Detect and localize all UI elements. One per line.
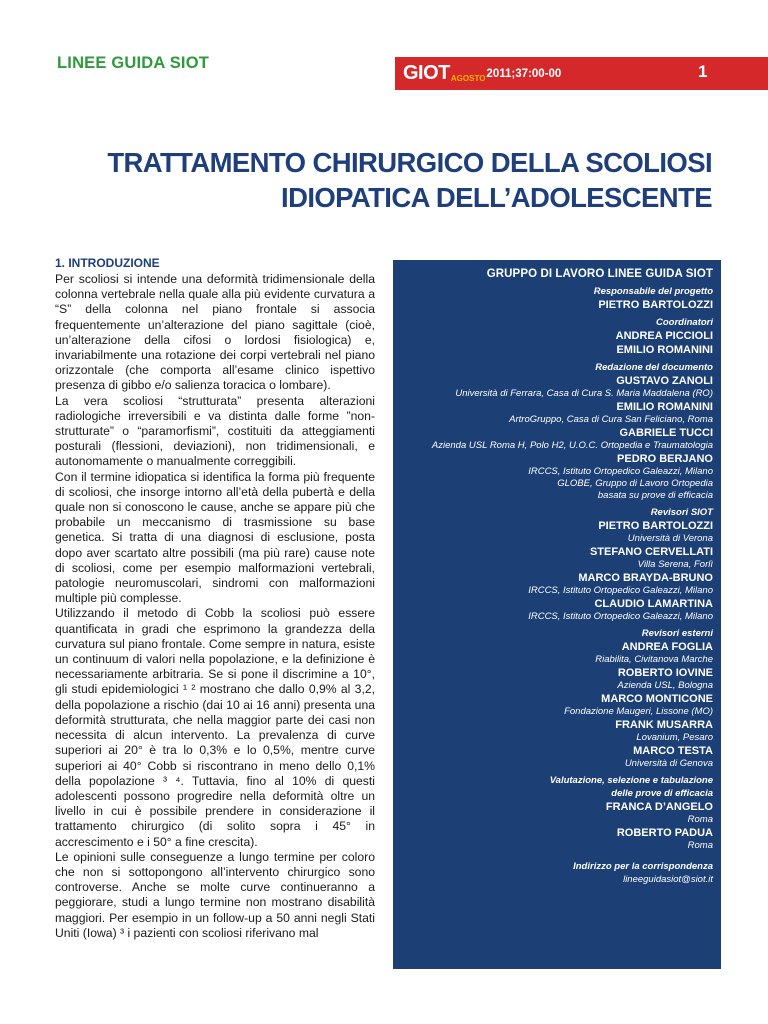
member-name: ROBERTO IOVINE bbox=[617, 667, 713, 679]
group-role: Responsabile del progetto bbox=[593, 286, 713, 297]
member-affiliation: basata su prove di efficacia bbox=[597, 490, 713, 501]
paragraph: Con il termine idiopatica si identifica la forma più frequente di scoliosi, che insorge intorno all’età della pubertà e della quale non si conoscono le cause, anche se appare più che probabile un meccanismo di trasmissione su base genetica. Si tratta di una diagnosi di esclusione, posta dopo aver scartato altre possibili (ma più rare) cause note di scoliosi, come per esempio malformazioni vertebrali, patologie neuromuscolari, sindromi con malformazioni multiple più complesse. bbox=[55, 469, 375, 606]
journal-header-bar bbox=[395, 57, 768, 90]
member-affiliation: IRCCS, Istituto Ortopedico Galeazzi, Milano bbox=[528, 585, 713, 596]
member-name: PIETRO BARTOLOZZI bbox=[598, 520, 713, 532]
paragraph: La vera scoliosi “strutturata” presenta alterazioni radiologiche irreversibili e va distinta dalle forme ”non-strutturate” o “paramorfismi”, costituiti da atteggiamenti posturali (flessioni, deviazioni), non tridimensionali, e autonomamente o manualmente correggibili. bbox=[55, 393, 375, 469]
group-role: Revisori esterni bbox=[641, 628, 713, 639]
member-affiliation: GLOBE, Gruppo di Lavoro Ortopedia bbox=[557, 478, 713, 489]
panel-title: GRUPPO DI LAVORO LINEE GUIDA SIOT bbox=[486, 268, 713, 280]
journal-name: GIOT bbox=[403, 62, 450, 84]
contact-email[interactable]: lineeguidasiot@siot.it bbox=[623, 874, 713, 885]
member-affiliation: Università di Genova bbox=[624, 758, 713, 769]
member-name: PIETRO BARTOLOZZI bbox=[598, 299, 713, 311]
member-name: EMILIO ROMANINI bbox=[616, 401, 713, 413]
member-name: MARCO TESTA bbox=[633, 745, 713, 757]
panel-groups bbox=[401, 285, 713, 852]
member-name: CLAUDIO LAMARTINA bbox=[594, 598, 713, 610]
member-affiliation: Università di Ferrara, Casa di Cura S. Maria Maddalena (RO) bbox=[455, 388, 713, 399]
member-affiliation: Azienda USL Roma H, Polo H2, U.O.C. Ortopedia e Traumatologia bbox=[431, 440, 713, 451]
working-group-panel bbox=[393, 260, 721, 969]
member-affiliation: IRCCS, Istituto Ortopedico Galeazzi, Milano bbox=[528, 611, 713, 622]
member-affiliation: Roma bbox=[687, 840, 713, 851]
member-name: FRANCA D’ANGELO bbox=[605, 801, 713, 813]
paragraph: Le opinioni sulle conseguenze a lungo termine per coloro che non si sottopongono all’intervento chirurgico sono controverse. Anche se molte curve continueranno a peggiorare, studi a lungo termine non mostrano disabilità maggiori. Per esempio in un follow-up a 50 anni negli Stati Uniti (Iowa) ³ i pazienti con scoliosi riferivano mal bbox=[55, 849, 375, 940]
intro-body bbox=[55, 272, 375, 941]
member-affiliation: Università di Verona bbox=[627, 533, 713, 544]
member-affiliation: ArtroGruppo, Casa di Cura San Feliciano, Roma bbox=[509, 414, 713, 425]
paragraph: Utilizzando il metodo di Cobb la scoliosi può essere quantificata in gradi che esprimono la grandezza della curvatura sul piano frontale. Come sempre in natura, esiste un continuum di valori nella popolazione, e la definizione è necessariamente arbitraria. Se si pone il discrimine a 10°, gli studi epidemiologici ¹ ² mostrano che dallo 0,9% al 3,2, della popolazione a rischio (dai 10 ai 16 anni) presenta una deformità strutturata, che nella maggior parte dei casi non necessita di alcun intervento. La prevalenza di curve superiori ai 20° è tra lo 0,3% e lo 0,5%, mentre curve superiori ai 40° Cobb si riscontrano in meno dello 0,1% della popolazione ³ ⁴. Tuttavia, fino al 10% di questi adolescenti possono progredire nella deformità oltre un livello in cui è possibile prendere in considerazione il trattamento chirurgico (di solito sopra i 45° in accrescimento e i 50° a fine crescita). bbox=[55, 606, 375, 849]
title-line-2: IDIOPATICA DELL’ADOLESCENTE bbox=[281, 182, 712, 213]
member-affiliation: Roma bbox=[687, 814, 713, 825]
member-affiliation: Azienda USL, Bologna bbox=[617, 680, 713, 691]
member-affiliation: Lovanium, Pesaro bbox=[636, 732, 713, 743]
journal-reference: 2011;37:00-00 bbox=[486, 67, 562, 80]
paragraph: Per scoliosi si intende una deformità tridimensionale della colonna vertebrale nella quale alla più evidente curvatura a “S” della colonna nel piano frontale si associa frequentemente un’alterazione del piano sagittale (cioè, un’alterazione della cifosi o lordosi fisiologica) e, invariabilmente una rotazione dei corpi vertebrali nel piano orizzontale (che comporta all’esame clinico ispettivo presenza di gibbo e/o salienza toracica o lombare). bbox=[55, 272, 375, 393]
member-name: GUSTAVO ZANOLI bbox=[616, 375, 713, 387]
member-name: MARCO BRAYDA-BRUNO bbox=[578, 572, 713, 584]
group-role: Valutazione, selezione e tabulazione bbox=[549, 775, 713, 786]
member-affiliation: Fondazione Maugeri, Lissone (MO) bbox=[564, 706, 713, 717]
section-label: LINEE GUIDA SIOT bbox=[57, 54, 210, 72]
correspondence-label: Indirizzo per la corrispondenza bbox=[573, 861, 713, 872]
page-number: 1 bbox=[698, 62, 708, 81]
member-name: ANDREA PICCIOLI bbox=[615, 330, 713, 342]
member-name: STEFANO CERVELLATI bbox=[589, 546, 713, 558]
member-affiliation: Villa Serena, Forlì bbox=[637, 559, 713, 570]
member-name: MARCO MONTICONE bbox=[601, 693, 713, 705]
group-role: Redazione del documento bbox=[595, 362, 713, 373]
group-role: delle prove di efficacia bbox=[611, 788, 713, 799]
member-name: ANDREA FOGLIA bbox=[621, 641, 713, 653]
journal-month: AGOSTO bbox=[450, 73, 486, 83]
group-role: Revisori SIOT bbox=[650, 507, 713, 518]
member-affiliation: Riabilita, Civitanova Marche bbox=[595, 654, 713, 665]
member-name: EMILIO ROMANINI bbox=[616, 344, 713, 356]
intro-heading: 1. INTRODUZIONE bbox=[55, 256, 160, 270]
group-role: Coordinatori bbox=[656, 317, 713, 328]
member-affiliation: IRCCS, Istituto Ortopedico Galeazzi, Milano bbox=[528, 466, 713, 477]
member-name: GABRIELE TUCCI bbox=[619, 427, 713, 439]
article-title bbox=[0, 145, 712, 215]
title-line-1: TRATTAMENTO CHIRURGICO DELLA SCOLIOSI bbox=[107, 147, 712, 178]
member-name: ROBERTO PADUA bbox=[616, 827, 713, 839]
member-name: FRANK MUSARRA bbox=[615, 719, 713, 731]
member-name: PEDRO BERJANO bbox=[617, 453, 713, 465]
